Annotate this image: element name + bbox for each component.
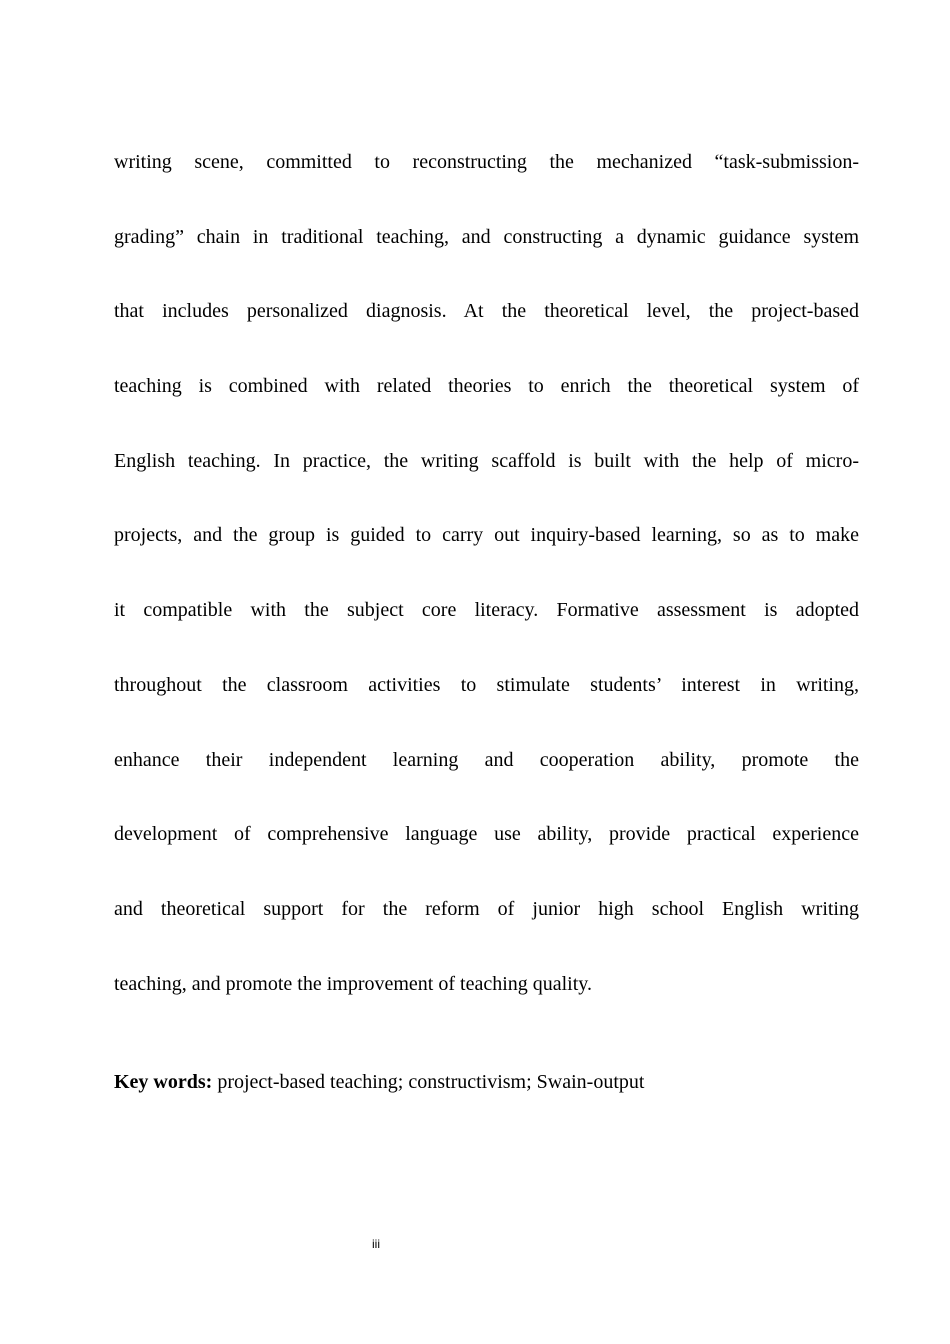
abstract-line: teaching, and promote the improvement of teaching quality.	[114, 972, 592, 995]
abstract-line: it compatible with the subject core literacy. Formative assessment is adopted	[114, 599, 859, 622]
keywords-value: project-based teaching; constructivism; Swain-output	[212, 1071, 645, 1093]
abstract-line: projects, and the group is guided to carry out inquiry-based learning, so as to make	[114, 524, 859, 547]
abstract-line: and theoretical support for the reform of junior high school English writing	[114, 897, 859, 920]
abstract-line: throughout the classroom activities to stimulate students’ interest in writing,	[114, 673, 859, 696]
abstract-line: English teaching. In practice, the writing scaffold is built with the help of micro-	[114, 449, 859, 472]
keywords-line	[114, 1066, 859, 1098]
abstract-line: teaching is combined with related theories to enrich the theoretical system of	[114, 375, 859, 398]
abstract-line: enhance their independent learning and cooperation ability, promote the	[114, 748, 859, 771]
abstract-line: writing scene, committed to reconstructing the mechanized “task-submission-	[114, 151, 859, 173]
page-number: iii	[372, 1237, 380, 1251]
abstract-line: development of comprehensive language use ability, provide practical experience	[114, 823, 859, 846]
abstract-paragraph	[114, 125, 859, 1021]
abstract-line: grading” chain in traditional teaching, and constructing a dynamic guidance system	[114, 225, 859, 248]
keywords-label: Key words:	[114, 1071, 213, 1093]
abstract-line: that includes personalized diagnosis. At the theoretical level, the project-based	[114, 300, 859, 323]
